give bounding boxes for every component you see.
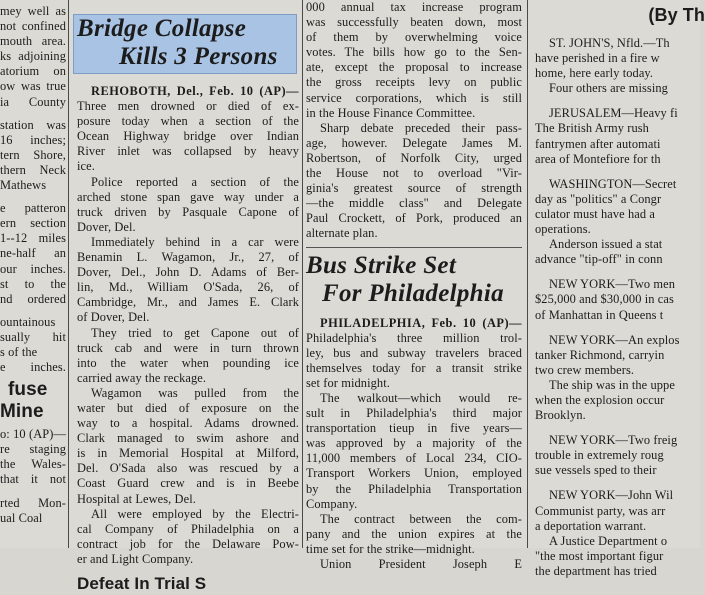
text-line: the gross receipts levy on public	[306, 75, 522, 90]
text-line: a deportation warrant.	[535, 518, 647, 533]
text-line: WASHINGTON—Secret	[549, 176, 677, 191]
headline-line: For Philadelphia	[322, 279, 504, 307]
text-line: set for midnight.	[306, 375, 390, 390]
text-line: thern Neck	[0, 162, 66, 177]
text-line: truck cab and were in turn thrown	[77, 340, 299, 355]
news-brief	[535, 277, 705, 322]
text-line: our inches.	[0, 261, 66, 276]
text-line: Wagamon was pulled from the	[91, 385, 299, 400]
headline-line: Mine	[0, 401, 44, 423]
text-line: —the middle class" and Delegate	[306, 196, 522, 211]
paragraph	[77, 386, 299, 507]
text-line: Del. O'Sada also was rescued by a	[77, 461, 299, 476]
text-line: "the most important figur	[535, 548, 664, 563]
text-line: ks adjoining	[0, 49, 66, 64]
text-line: ow was true	[0, 79, 66, 94]
text-line: advance "tip-off" in conn	[535, 252, 663, 267]
text-line: ice.	[77, 159, 95, 174]
news-brief	[535, 433, 705, 478]
paragraph	[77, 326, 299, 386]
text-line: of Manhattan in Queens t	[535, 307, 664, 322]
text-line: pany and the union expires at the	[306, 526, 522, 541]
text-line: votes. The bills how go to the Sen-	[306, 45, 522, 60]
text-line: two crew members.	[535, 362, 635, 377]
text-line: fantrymen after automati	[535, 136, 661, 151]
paragraph	[77, 84, 299, 175]
text-line: arched stone span gave way under a	[77, 189, 299, 204]
text-line: Three men drowned or died of ex-	[77, 99, 299, 114]
text-line: Four others are missing	[549, 81, 668, 96]
headline-line: Bus Strike Set	[306, 251, 457, 279]
text-line: when the explosion occur	[535, 392, 665, 407]
text-line: was approved by a majority of the	[306, 436, 522, 451]
text-line: tern Shore,	[0, 147, 66, 162]
text-line: sue vessels sped to their	[535, 463, 657, 478]
text-line: culator must have had a	[535, 206, 655, 221]
text-line: Transport Workers Union, employed	[306, 466, 522, 481]
text-line: Hospital at Lewes, Del.	[77, 491, 196, 506]
text-line: carried away the reckage.	[77, 370, 207, 385]
text-line: the department has tried	[535, 563, 657, 578]
text-line: JERUSALEM—Heavy fi	[549, 106, 678, 121]
text-line: o: 10 (AP)—	[0, 427, 66, 442]
text-line: nd ordered	[0, 291, 66, 306]
text-line: time set for the strike—midnight.	[306, 541, 475, 556]
text-line: have perished in a fire w	[535, 51, 660, 66]
text-line: st to the	[0, 276, 66, 291]
text-line: Anderson issued a stat	[549, 237, 663, 252]
text-line: sually hit	[0, 329, 66, 344]
bridge-collapse-article	[77, 84, 299, 567]
text-line: sult in Philadelphia's third major	[306, 406, 522, 421]
text-line: day as "politics" a Congr	[535, 191, 662, 206]
text-line: ne-half an	[0, 246, 66, 261]
news-brief	[535, 333, 705, 424]
column-1-text-top	[0, 4, 66, 375]
text-line: Brooklyn.	[535, 408, 586, 423]
text-line: 11,000 members of Local 234, CIO-	[306, 451, 522, 466]
text-line: Coast Guard crew and is in Beebe	[77, 476, 299, 491]
text-line: way to a hospital. Adams drowned.	[77, 416, 299, 431]
bridge-collapse-headline	[77, 15, 299, 71]
text-line: NEW YORK—John Wil	[549, 488, 674, 503]
column-rule	[68, 0, 69, 548]
text-line: Philadelphia's three million trol-	[306, 330, 522, 345]
bus-strike-article	[306, 316, 522, 573]
text-line: cal Company of Philadelphia on a	[77, 521, 299, 536]
text-line: Dover, Del.	[77, 219, 136, 234]
text-line: mey well as	[0, 4, 66, 18]
text-line: Paul Crockett, of Pork, produced an	[306, 211, 522, 226]
text-line: 16 inches;	[0, 132, 66, 147]
byline: (By Th	[648, 5, 705, 25]
text-line: contract job for the Delaware Pow-	[77, 536, 299, 551]
column-2	[77, 0, 299, 593]
text-line: posure today when a section of the	[77, 114, 299, 129]
text-line: Mathews	[0, 178, 47, 193]
text-line: home, here early today.	[535, 66, 654, 81]
text-line: The ship was in the uppe	[549, 377, 675, 392]
text-line: River inlet was collapsed by heavy	[77, 144, 299, 159]
text-line: age, however. Delegate James M.	[306, 135, 522, 150]
text-line: trouble in extremely roug	[535, 448, 664, 463]
text-line: ST. JOHN'S, Nfld.—Th	[549, 36, 670, 50]
text-line	[0, 488, 66, 496]
text-line: Ocean Highway bridge over Indian	[77, 129, 299, 144]
text-line: water but died of exposure on the	[77, 400, 299, 415]
text-line: NEW YORK—Two men	[549, 277, 676, 292]
text-line: operations.	[535, 222, 591, 237]
column-4	[535, 0, 705, 578]
text-line: tanker Richmond, carryin	[535, 347, 665, 362]
text-line: ern section	[0, 216, 66, 231]
text-line: e patteron	[0, 201, 66, 216]
paragraph	[77, 175, 299, 235]
text-line: NEW YORK—Two freig	[549, 433, 678, 448]
text-line: PHILADELPHIA, Feb. 10 (AP)—	[320, 315, 522, 330]
text-line: that it not	[0, 472, 66, 487]
text-line: er and Light Company.	[77, 551, 194, 566]
text-line: Cambridge, Mr., and James E. Clark	[77, 295, 299, 310]
text-line: Union President Joseph E	[320, 557, 522, 571]
column-rule	[527, 0, 528, 548]
headline-line: fuse	[8, 379, 48, 401]
column-1-text-bottom	[0, 427, 66, 526]
news-brief	[535, 488, 705, 579]
text-line: $25,000 and $30,000 in cas	[535, 292, 674, 307]
text-line: atorium on	[0, 64, 66, 79]
text-line	[0, 193, 66, 201]
text-line: Company.	[306, 496, 358, 511]
text-line: Immediately behind in a car were	[91, 234, 299, 249]
text-line: They tried to get Capone out of	[91, 325, 299, 340]
text-line: transportation tieup in five years—	[306, 421, 522, 436]
text-line: A Justice Department o	[549, 533, 668, 548]
column-3	[306, 0, 522, 571]
text-line: rted Mon-	[0, 495, 66, 510]
text-line: themselves today for a transit strike	[306, 360, 522, 375]
text-line: alternate plan.	[306, 226, 378, 241]
text-line: of them by overwhelming voice	[306, 30, 522, 45]
news-brief	[535, 177, 705, 268]
bus-strike-headline	[306, 252, 522, 308]
text-line: service corporations, which is still	[306, 90, 522, 105]
text-line: e inches.	[0, 360, 66, 375]
text-line: station was	[0, 117, 66, 132]
text-line: was successfully beaten down, most	[306, 15, 522, 30]
text-line: ley, bus and subway travelers braced	[306, 345, 522, 360]
text-line: lin, Md., William O'Sada, 26, of	[77, 280, 299, 295]
news-briefs	[535, 36, 705, 579]
text-line: All were employed by the Electri-	[91, 506, 299, 521]
text-line: REHOBOTH, Del., Feb. 10 (AP)—	[91, 84, 299, 98]
text-line: ual Coal	[0, 510, 43, 525]
text-line: Dover, Del., John D. Adams of Ber-	[77, 265, 299, 280]
text-line: truck driven by Pasquale Capone of	[77, 204, 299, 219]
text-line: the Wales-	[0, 457, 66, 472]
text-line: Police reported a section of the	[91, 174, 299, 189]
text-line: Benamin L. Wagamon, Jr., 27, of	[77, 250, 299, 265]
column-rule	[302, 0, 303, 548]
text-line: The British Army rush	[535, 121, 649, 136]
text-line: ia County	[0, 94, 66, 109]
headline-line: Bridge Collapse	[77, 15, 247, 42]
text-line: by the Philadelphia Transportation	[306, 481, 522, 496]
text-line: not confined	[0, 19, 66, 34]
text-line: NEW YORK—An explos	[549, 332, 680, 347]
text-line: into the water when pounding ice	[77, 355, 299, 370]
text-line: Robertson, of Norfolk City, urged	[306, 150, 522, 165]
text-line: Clark managed to swim ashore and	[77, 431, 299, 446]
text-line	[0, 307, 66, 315]
defeat-trial-headline: Defeat In Trial S	[77, 574, 207, 593]
text-line: area of Montefiore for th	[535, 151, 661, 166]
text-line: The walkout—which would re-	[320, 390, 522, 405]
column-1	[0, 0, 66, 548]
text-line: 000 annual tax increase program	[306, 0, 522, 14]
text-line: is in Memorial Hospital at Milford,	[77, 446, 299, 461]
text-line: re staging	[0, 442, 66, 457]
text-line: of Dover, Del.	[77, 310, 150, 325]
paragraph	[77, 507, 299, 567]
column-1-headline	[0, 379, 66, 423]
headline-line: Kills 3 Persons	[119, 43, 278, 70]
text-line: Sharp debate preceded their pass-	[320, 120, 522, 135]
text-line: ginia's greatest source of strength	[306, 181, 522, 196]
text-line: 1--12 miles	[0, 231, 66, 246]
text-line: mouth area.	[0, 34, 66, 49]
paragraph	[77, 235, 299, 326]
text-line: ate, except the proposal to increase	[306, 60, 522, 75]
text-line	[0, 110, 66, 118]
news-brief	[535, 36, 705, 96]
text-line: Communist party, was arr	[535, 503, 666, 518]
news-brief	[535, 106, 705, 166]
tax-program-article	[306, 0, 522, 242]
text-line: The contract between the com-	[320, 511, 522, 526]
text-line: s of the	[0, 344, 38, 359]
text-line: in the House Finance Committee.	[306, 105, 476, 120]
text-line: ountainous	[0, 314, 56, 329]
text-line: the House not to overload "Vir-	[306, 166, 522, 181]
